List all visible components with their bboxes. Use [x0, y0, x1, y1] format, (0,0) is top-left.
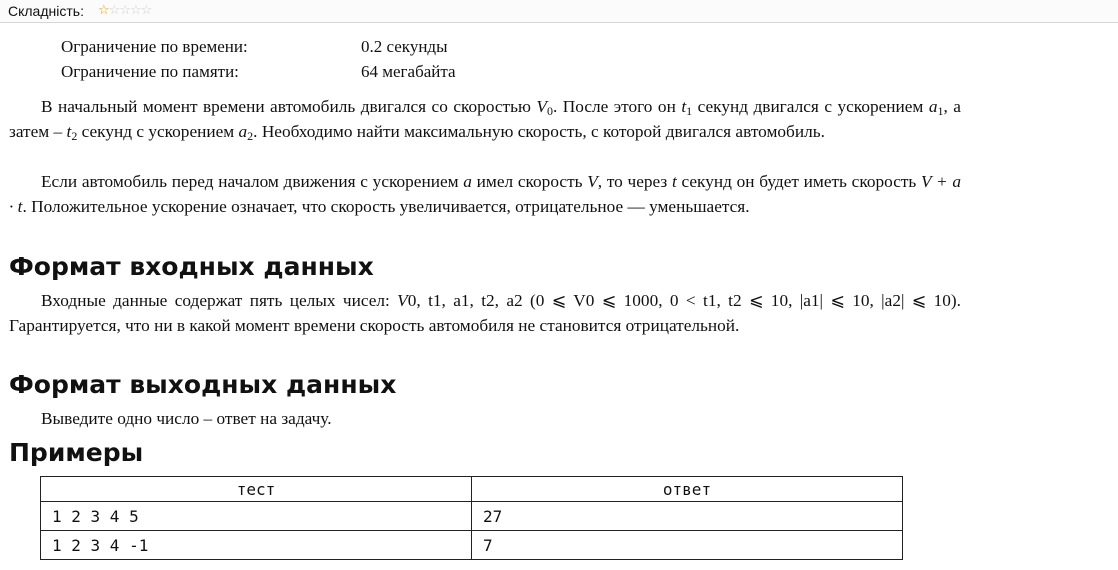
examples-heading: Примеры — [9, 438, 144, 467]
difficulty-bar — [0, 0, 1118, 23]
limits-block — [61, 34, 661, 84]
input-format-text: Входные данные содержат пять целых чисел: V0, t1, a1, t2, a2 (0 ⩽ V0 ⩽ 1000, 0 < t1, t2 ⩽ 10, |a1| ⩽ 10, |a2| ⩽ 10). Гарантируется, что ни в какой момент времени скорость автомобиля не становится отрицательной. — [9, 291, 961, 335]
time-limit-label: Ограничение по времени: — [61, 37, 248, 56]
memory-limit-row — [61, 59, 661, 84]
time-limit-row — [61, 34, 661, 59]
table-row — [41, 531, 903, 560]
table-header-row — [41, 477, 903, 502]
star-empty-icon: ☆ — [140, 2, 152, 17]
output-format-text: Выведите одно число – ответ на задачу. — [41, 409, 332, 428]
examples-table — [40, 476, 903, 560]
statement-paragraph-2: Если автомобиль перед началом движения с ускорением a имел скорость V, то через t секунд он будет иметь скорость V + a · t. Положительное ускорение означает, что скорость увеличивается, отрицательное — уменьшается. — [9, 172, 962, 216]
test-output-cell: 7 — [472, 531, 903, 560]
star-empty-icon: ☆ — [108, 2, 120, 17]
difficulty-label: Складність: — [8, 3, 84, 19]
test-column-header: тест — [41, 477, 472, 502]
input-format-heading: Формат входных данных — [9, 252, 374, 281]
answer-column-header: ответ — [472, 477, 903, 502]
test-input-cell: 1 2 3 4 5 — [41, 502, 472, 531]
star-empty-icon: ☆ — [129, 2, 141, 17]
star-empty-icon: ☆ — [119, 2, 130, 17]
memory-limit-label: Ограничение по памяти: — [61, 62, 239, 81]
difficulty-stars — [98, 2, 151, 18]
time-limit-value: 0.2 секунды — [361, 37, 448, 56]
test-output-cell: 27 — [472, 502, 903, 531]
table-row — [41, 502, 903, 531]
statement-paragraph-1: В начальный момент времени автомобиль двигался со скоростью $V_0$. После этого он $t_1$ секунд двигался с ускорением $a_1$, а затем – $t_2$ секунд с ускорением $a_2$. Необходимо найти максимальную скорость, с которой двигался автомобиль. — [9, 97, 961, 143]
test-input-cell: 1 2 3 4 -1 — [41, 531, 472, 560]
output-format-heading: Формат выходных данных — [9, 370, 397, 399]
memory-limit-value: 64 мегабайта — [361, 62, 456, 81]
star-filled-icon: ☆ — [98, 2, 109, 17]
